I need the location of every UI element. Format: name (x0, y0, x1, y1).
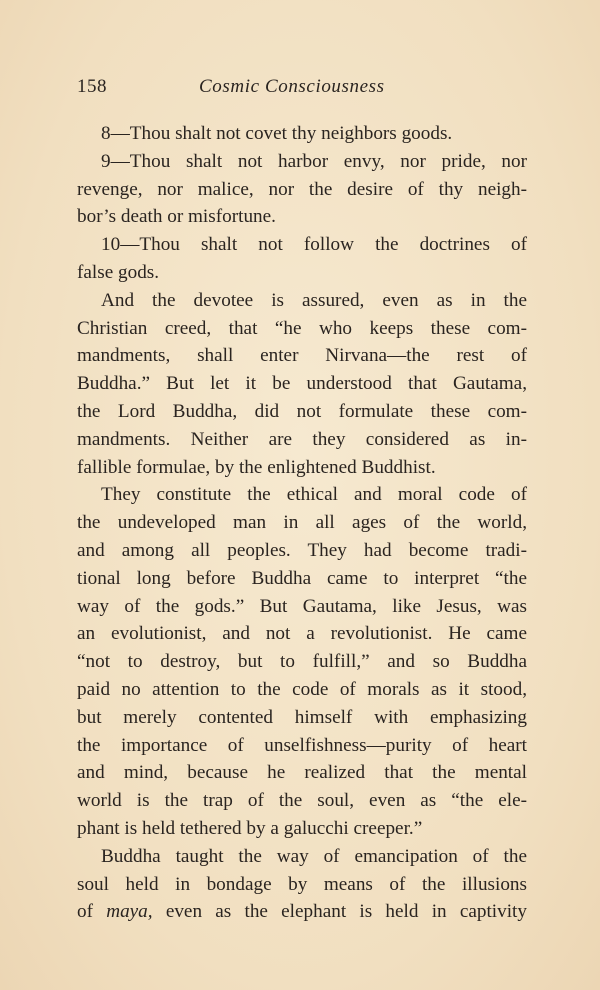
text-line: Christian creed, that “he who keeps these com- (77, 317, 527, 339)
body-text (77, 120, 527, 926)
text-line: soul held in bondage by means of the illusions (77, 873, 527, 895)
text-segment: of (77, 901, 107, 923)
text-line: Buddha.” But let it be understood that Gautama, (77, 373, 527, 395)
text-line: and among all peoples. They had become tradi- (77, 539, 527, 561)
text-line: paid no attention to the code of morals as it stood, (77, 678, 527, 700)
text-line: tional long before Buddha came to interpret “the (77, 567, 527, 589)
text-line: the importance of unselfishness—purity of heart (77, 734, 527, 756)
text-line: mandments. Neither are they considered as in- (77, 428, 527, 450)
text-line: an evolutionist, and not a revolutionist. He came (77, 623, 527, 645)
italic-term: maya, (106, 901, 153, 923)
text-line: They constitute the ethical and moral code of (101, 484, 527, 506)
text-line: mandments, shall enter Nirvana—the rest of (77, 345, 527, 367)
text-line (77, 898, 527, 926)
text-line: phant is held tethered by a galucchi creeper.” (77, 817, 423, 839)
text-line: false gods. (77, 261, 160, 283)
text-line: And the devotee is assured, even as in the (101, 289, 527, 311)
text-line: fallible formulae, by the enlightened Buddhist. (77, 456, 436, 478)
text-line: “not to destroy, but to fulfill,” and so Buddha (77, 651, 527, 673)
text-line: 9—Thou shalt not harbor envy, nor pride, nor (101, 150, 527, 172)
text-line: way of the gods.” But Gautama, like Jesus, was (77, 595, 527, 617)
text-line: 10—Thou shalt not follow the doctrines of (101, 234, 527, 256)
text-line: and mind, because he realized that the mental (77, 762, 527, 784)
text-line: revenge, nor malice, nor the desire of thy neigh- (77, 178, 527, 200)
text-line: bor’s death or misfortune. (77, 206, 276, 228)
text-segment: even as the elephant is held in captivity (152, 901, 527, 923)
text-line: Buddha taught the way of emancipation of the (101, 845, 527, 867)
text-line: world is the trap of the soul, even as “the ele- (77, 790, 527, 812)
page-header (77, 76, 527, 100)
text-line: the undeveloped man in all ages of the world, (77, 512, 527, 534)
text-line: 8—Thou shalt not covet thy neighbors goods. (101, 123, 453, 144)
text-line: the Lord Buddha, did not formulate these com- (77, 400, 527, 422)
text-line: but merely contented himself with emphasizing (77, 706, 527, 728)
running-title: Cosmic Consciousness (199, 76, 385, 97)
page-number: 158 (77, 76, 107, 97)
